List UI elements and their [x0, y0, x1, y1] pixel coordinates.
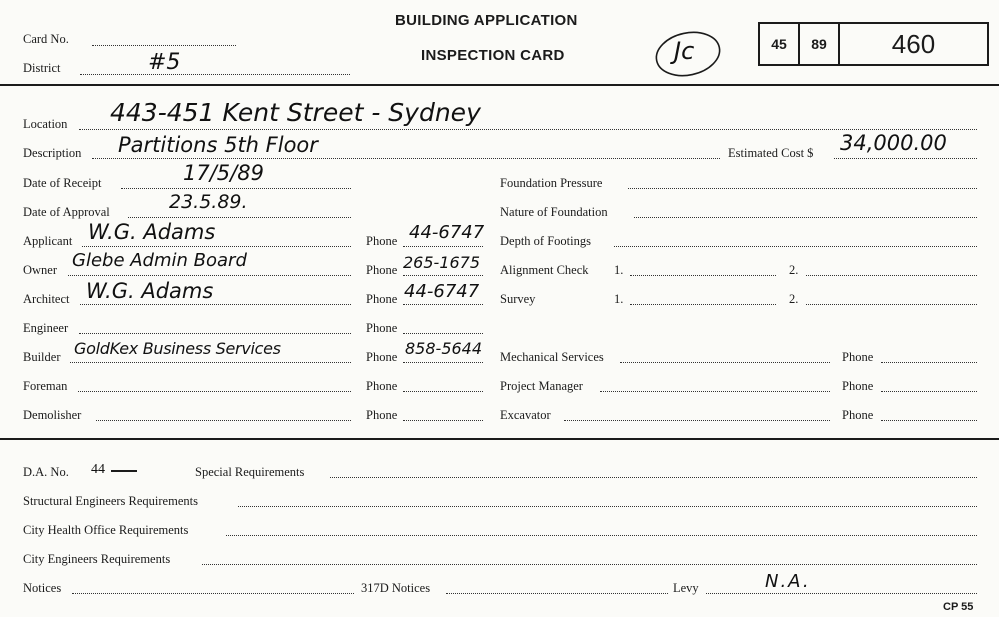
demolisher-label: Demolisher — [23, 408, 82, 422]
engineer-label: Engineer — [23, 321, 69, 335]
demolisher-phone-field[interactable] — [403, 420, 483, 421]
circle-initial: Jc — [674, 37, 695, 65]
excavator-label: Excavator — [500, 408, 551, 422]
card-number: 460 — [891, 28, 936, 59]
owner-value: Glebe Admin Board — [72, 250, 247, 271]
health-requirements-field[interactable] — [226, 535, 977, 536]
alignment-check-num-2: 2. — [789, 263, 799, 277]
description-field[interactable] — [92, 158, 720, 159]
project-manager-label: Project Manager — [500, 379, 583, 393]
applicant-phone-field[interactable] — [403, 246, 483, 247]
owner-phone-label: Phone — [366, 263, 398, 277]
date-approval-label: Date of Approval — [23, 205, 110, 219]
architect-value: W.G. Adams — [86, 279, 214, 303]
mechanical-phone-label: Phone — [842, 350, 874, 364]
builder-phone-field[interactable] — [403, 362, 483, 363]
engineer-field[interactable] — [79, 333, 351, 334]
special-requirements-field[interactable] — [330, 477, 977, 478]
estimated-cost-value: 34,000.00 — [840, 131, 947, 155]
project-manager-phone-field[interactable] — [881, 391, 977, 392]
applicant-phone-label: Phone — [366, 234, 398, 248]
notices-317d-field[interactable] — [446, 593, 668, 594]
levy-label: Levy — [673, 581, 699, 595]
city-engineers-requirements-label: City Engineers Requirements — [23, 552, 171, 566]
foundation-pressure-label: Foundation Pressure — [500, 176, 603, 190]
builder-phone-value: 858-5644 — [405, 339, 483, 358]
builder-phone-label: Phone — [366, 350, 398, 364]
applicant-phone-value: 44-6747 — [409, 222, 485, 243]
architect-field[interactable] — [80, 304, 351, 305]
description-label: Description — [23, 146, 82, 160]
applicant-label: Applicant — [23, 234, 73, 248]
date-approval-value: 23.5.89. — [169, 191, 248, 213]
excavator-phone-field[interactable] — [881, 420, 977, 421]
card-no-label: Card No. — [23, 32, 69, 46]
foreman-label: Foreman — [23, 379, 68, 393]
alignment-check-label: Alignment Check — [500, 263, 589, 277]
foreman-field[interactable] — [78, 391, 351, 392]
depth-footings-field[interactable] — [614, 246, 977, 247]
depth-footings-label: Depth of Footings — [500, 234, 591, 248]
survey-num-1: 1. — [614, 292, 624, 306]
survey-num-2: 2. — [789, 292, 799, 306]
alignment-check-num-1: 1. — [614, 263, 624, 277]
estimated-cost-label: Estimated Cost $ — [728, 146, 814, 160]
nature-foundation-label: Nature of Foundation — [500, 205, 608, 219]
architect-phone-label: Phone — [366, 292, 398, 306]
notices-field[interactable] — [72, 593, 354, 594]
location-field[interactable] — [79, 129, 977, 130]
architect-phone-value: 44-6747 — [404, 281, 480, 302]
date-receipt-value: 17/5/89 — [183, 161, 264, 185]
date-approval-field[interactable] — [128, 217, 351, 218]
district-value: #5 — [148, 50, 181, 75]
alignment-check-field-2[interactable] — [806, 275, 977, 276]
district-field[interactable] — [80, 74, 350, 75]
da-no-dash — [111, 470, 137, 472]
card-title-line1: BUILDING APPLICATION — [395, 12, 578, 29]
foreman-phone-field[interactable] — [403, 391, 483, 392]
survey-label: Survey — [500, 292, 536, 306]
foundation-pressure-field[interactable] — [628, 188, 977, 189]
demolisher-field[interactable] — [96, 420, 351, 421]
special-requirements-label: Special Requirements — [195, 465, 305, 479]
owner-phone-value: 265-1675 — [403, 253, 481, 272]
alignment-check-field-1[interactable] — [630, 275, 776, 276]
levy-field[interactable] — [706, 593, 977, 594]
date-receipt-field[interactable] — [121, 188, 351, 189]
location-label: Location — [23, 117, 68, 131]
architect-label: Architect — [23, 292, 70, 306]
excavator-phone-label: Phone — [842, 408, 874, 422]
mechanical-phone-field[interactable] — [881, 362, 977, 363]
section-divider — [0, 438, 999, 440]
builder-label: Builder — [23, 350, 61, 364]
card-title-line2: INSPECTION CARD — [421, 47, 565, 64]
foreman-phone-label: Phone — [366, 379, 398, 393]
mechanical-label: Mechanical Services — [500, 350, 604, 364]
district-label: District — [23, 61, 61, 75]
mechanical-field[interactable] — [620, 362, 830, 363]
date-receipt-label: Date of Receipt — [23, 176, 102, 190]
survey-field-2[interactable] — [806, 304, 977, 305]
structural-requirements-field[interactable] — [238, 506, 977, 507]
da-no-value: 44 — [91, 462, 105, 477]
card-no-field[interactable] — [92, 45, 236, 46]
excavator-field[interactable] — [564, 420, 830, 421]
levy-value: N.A. — [765, 571, 811, 592]
survey-field-1[interactable] — [630, 304, 776, 305]
structural-requirements-label: Structural Engineers Requirements — [23, 494, 198, 508]
builder-value: GoldKex Business Services — [74, 339, 281, 358]
notices-label: Notices — [23, 581, 62, 595]
city-engineers-requirements-field[interactable] — [202, 564, 977, 565]
nature-foundation-field[interactable] — [634, 217, 977, 218]
notices-317d-label: 317D Notices — [361, 581, 431, 595]
owner-label: Owner — [23, 263, 58, 277]
project-manager-field[interactable] — [600, 391, 830, 392]
applicant-value: W.G. Adams — [88, 220, 216, 244]
form-code: CP 55 — [943, 601, 974, 613]
builder-field[interactable] — [70, 362, 351, 363]
location-value: 443-451 Kent Street - Sydney — [110, 98, 481, 127]
da-no-label: D.A. No. — [23, 465, 69, 479]
header-divider — [0, 84, 999, 86]
description-value: Partitions 5th Floor — [118, 133, 318, 157]
card-number-box — [758, 22, 989, 66]
demolisher-phone-label: Phone — [366, 408, 398, 422]
estimated-cost-field[interactable] — [834, 158, 977, 159]
engineer-phone-label: Phone — [366, 321, 398, 335]
project-manager-phone-label: Phone — [842, 379, 874, 393]
code-a: 45 — [760, 24, 800, 64]
engineer-phone-field[interactable] — [403, 333, 483, 334]
health-requirements-label: City Health Office Requirements — [23, 523, 189, 537]
code-b: 89 — [800, 24, 840, 64]
owner-field[interactable] — [68, 275, 351, 276]
owner-phone-field[interactable] — [403, 275, 483, 276]
architect-phone-field[interactable] — [403, 304, 483, 305]
applicant-field[interactable] — [82, 246, 351, 247]
